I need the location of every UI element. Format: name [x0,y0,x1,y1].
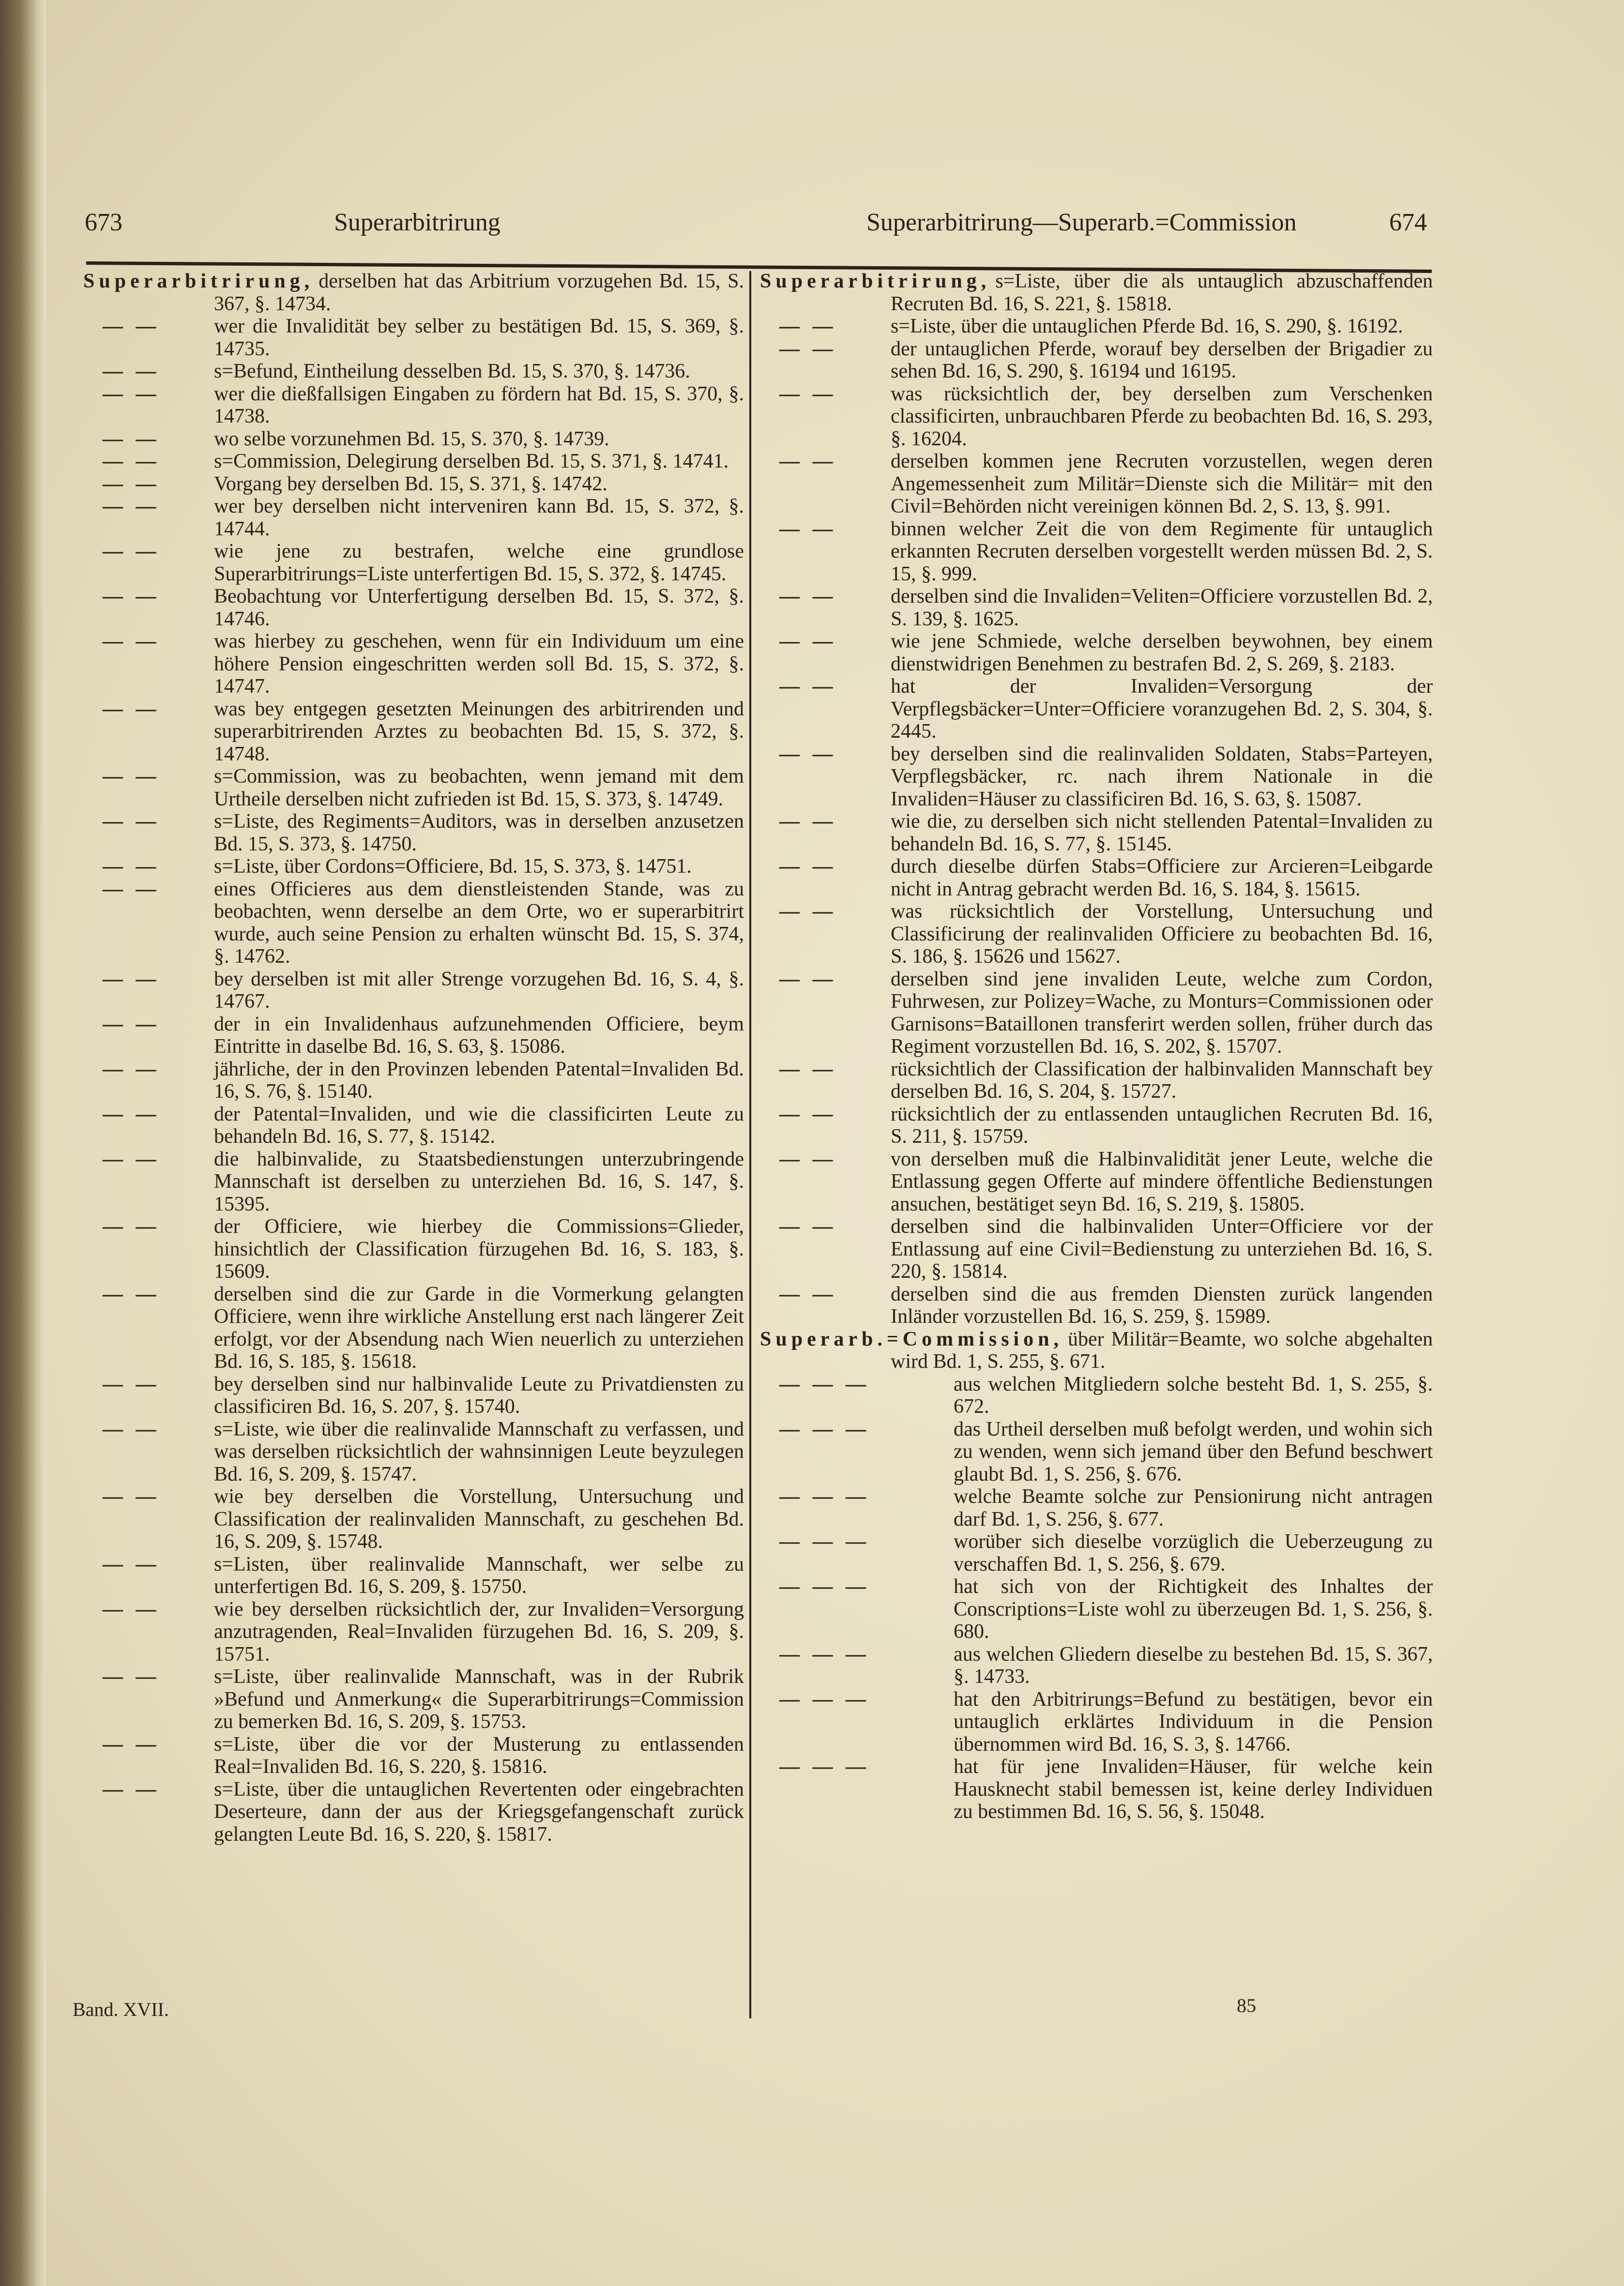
entry-text: s=Liste, über Cordons=Officiere, Bd. 15, S. 373, §. 14751. [214,855,692,878]
index-entry [83,630,744,698]
ditto-dashes: — — [779,630,837,652]
entry-text: wer die dießfallsigen Eingaben zu fördern hat Bd. 15, S. 370, §. 14738. [214,382,744,427]
ditto-dashes: — — [779,742,837,765]
index-entry [760,338,1433,383]
ditto-dashes: — — — [779,1575,870,1598]
index-entry [760,743,1433,811]
entry-text: s=Befund, Eintheilung desselben Bd. 15, S. 370, §. 14736. [214,360,690,382]
ditto-dashes: — — — [779,1530,870,1553]
index-entry [760,630,1433,675]
entry-text: wie bey derselben rücksichtlich der, zur Invaliden=Versorgung anzutragenden, Real=Invaliden fürzugehen Bd. 16, S. 209, §. 15751. [214,1598,744,1665]
entry-text: das Urtheil derselben muß befolgt werden, und wohin sich zu wenden, wenn sich jemand über den Befund beschwert glaubt Bd. 1, S. 256, §. 676. [954,1418,1433,1485]
index-entry [83,1215,744,1283]
ditto-dashes: — — [779,585,837,607]
index-entry [83,810,744,855]
running-title-left: Superarbitrirung [334,209,501,236]
index-entry [83,428,744,451]
ditto-dashes: — — [103,968,160,990]
index-entry [83,1148,744,1216]
ditto-dashes: — — — [779,1756,870,1778]
entry-text: s=Liste, wie über die realinvalide Mannschaft zu verfassen, und was derselben rücksichtlich der wahnsinnigen Leute beyzulegen Bd. 16, S. 209, §. 15747. [214,1418,744,1485]
ditto-dashes: — — [103,1148,160,1170]
ditto-dashes: — — [779,1058,837,1080]
ditto-dashes: — — [103,472,160,495]
entry-text: Beobachtung vor Unterfertigung derselben Bd. 15, S. 372, §. 14746. [214,585,744,630]
entry-text: derselben sind jene invaliden Leute, welche zum Cordon, Fuhrwesen, zur Polizey=Wache, zu Monturs=Commissionen oder Garnisons=Bataillonen transferirt werden sollen, früher durch das Regiment vorzustellen Bd. 16, S. 202, §. 15707. [891,968,1433,1058]
index-entry [83,383,744,428]
ditto-dashes: — — [779,675,837,697]
ditto-dashes: — — [103,382,160,405]
index-entry [760,1756,1433,1823]
index-entry [83,1058,744,1103]
index-entry [83,1733,744,1778]
index-entry [760,855,1433,900]
ditto-dashes: — — [103,1598,160,1620]
ditto-dashes: — — [103,585,160,607]
ditto-dashes: — — [103,1373,160,1395]
ditto-dashes: — — — [779,1688,870,1711]
entry-text: bey derselben ist mit aller Strenge vorzugehen Bd. 16, S. 4, §. 14767. [214,968,744,1013]
entry-text: was hierbey zu geschehen, wenn für ein Individuum um eine höhere Pension eingeschritten werden soll Bd. 15, S. 372, §. 14747. [214,630,744,697]
entry-text: rücksichtlich der Classification der halbinvaliden Mannschaft bey derselben Bd. 16, S. 204, §. 15727. [891,1058,1433,1103]
entry-heading: Superarbitrirung, [83,270,314,292]
entry-heading: Superarb.=Commission, [760,1328,1063,1350]
ditto-dashes: — — [103,427,160,450]
entry-text: aus welchen Gliedern dieselbe zu bestehen Bd. 15, S. 367, §. 14733. [954,1643,1433,1688]
entry-text: Vorgang bey derselben Bd. 15, S. 371, §. 14742. [214,472,607,495]
index-entry [83,540,744,585]
entry-text: derselben sind die zur Garde in die Vormerkung gelangten Officiere, wenn ihre wirkliche Anstellung erst nach längerer Zeit erfolgt, vor der Absendung nach Wien neuerlich zu unterziehen Bd. 16, S. 185, §. 15618. [214,1283,744,1373]
index-entry [83,1598,744,1666]
entry-text: was rücksichtlich der, bey derselben zum Verschenken classificirten, unbrauchbaren Pferde zu beobachten Bd. 16, S. 293, §. 16204. [891,382,1433,450]
ditto-dashes: — — [103,450,160,472]
entry-text: hat für jene Invaliden=Häuser, für welche kein Hausknecht stabil bemessen ist, keine derley Individuen zu bestimmen Bd. 16, S. 56, §. 15048. [954,1756,1433,1823]
entry-text: binnen welcher Zeit die von dem Regimente für untauglich erkannten Recruten derselben vorgestellt werden müssen Bd. 2, S. 15, §. 999. [891,517,1433,585]
entry-text: s=Liste, über die vor der Musterung zu entlassenden Real=Invaliden Bd. 16, S. 220, §. 15816. [214,1733,744,1778]
index-entry [760,585,1433,630]
entry-text: bey derselben sind nur halbinvalide Leute zu Privatdiensten zu classificiren Bd. 16, S. 207, §. 15740. [214,1373,744,1418]
ditto-dashes: — — [779,968,837,990]
ditto-dashes: — — [103,1103,160,1125]
entry-text: wie bey derselben die Vorstellung, Untersuchung und Classification der realinvaliden Mannschaft, zu geschehen Bd. 16, S. 209, §. 15748. [214,1485,744,1553]
entry-text: wer bey derselben nicht interveniren kann Bd. 15, S. 372, §. 14744. [214,495,744,540]
index-entry [83,968,744,1013]
ditto-dashes: — — [103,1058,160,1080]
running-title-right: Superarbitrirung—Superarb.=Commission [866,209,1297,236]
index-entry [83,1103,744,1148]
index-entry [760,1575,1433,1643]
entry-text: derselben sind die aus fremden Diensten zurück langenden Inländer vorzustellen Bd. 16, S. 259, §. 15989. [891,1283,1433,1328]
entry-text: der untauglichen Pferde, worauf bey derselben der Brigadier zu sehen Bd. 16, S. 290, §. 16194 und 16195. [891,337,1433,382]
index-entry [760,518,1433,586]
index-entry [760,810,1433,855]
entry-text: worüber sich dieselbe vorzüglich die Ueberzeugung zu verschaffen Bd. 1, S. 256, §. 679. [954,1530,1433,1575]
entry-text: hat der Invaliden=Versorgung der Verpflegsbäcker=Unter=Officiere voranzugehen Bd. 2, S. 304, §. 2445. [891,675,1433,742]
ditto-dashes: — — — [779,1643,870,1665]
entry-text: s=Commission, was zu beobachten, wenn jemand mit dem Urtheile derselben nicht zufrieden ist Bd. 15, S. 373, §. 14749. [214,765,744,810]
entry-text: s=Liste, über realinvalide Mannschaft, was in der Rubrik »Befund und Anmerkung« die Superarbitrirungs=Commission zu bemerken Bd. 16, S. 209, §. 15753. [214,1665,744,1733]
entry-text: wie jene Schmiede, welche derselben beywohnen, bey einem dienstwidrigen Benehmen zu bestrafen Bd. 2, S. 269, §. 2183. [891,630,1433,675]
index-entry [760,968,1433,1058]
ditto-dashes: — — [103,360,160,382]
index-entry [83,473,744,496]
entry-text: derselben sind die Invaliden=Veliten=Officiere vorzustellen Bd. 2, S. 139, §. 1625. [891,585,1433,630]
index-entry [760,1643,1433,1688]
ditto-dashes: — — [103,1013,160,1035]
index-column-left [83,270,744,1846]
ditto-dashes: — — [779,382,837,405]
entry-text: s=Listen, über realinvalide Mannschaft, wer selbe zu unterfertigen Bd. 16, S. 209, §. 15750. [214,1553,744,1598]
index-entry [83,585,744,630]
index-entry [83,1778,744,1846]
entry-text: über Militär=Beamte, wo solche abgehalten wird Bd. 1, S. 255, §. 671. [891,1328,1433,1373]
entry-text: der Patental=Invaliden, und wie die classificirten Leute zu behandeln Bd. 16, S. 77, §. 15142. [214,1103,744,1148]
entry-text: was bey entgegen gesetzten Meinungen des arbitrirenden und superarbitrirenden Arztes zu beobachten Bd. 15, S. 372, §. 14748. [214,697,744,765]
page-number-right: 674 [1389,209,1427,236]
ditto-dashes: — — [103,855,160,878]
ditto-dashes: — — [779,337,837,360]
index-entry [760,450,1433,518]
index-entry [760,900,1433,968]
ditto-dashes: — — [103,810,160,833]
entry-text: der Officiere, wie hierbey die Commissions=Glieder, hinsichtlich der Classification fürzugehen Bd. 16, S. 183, §. 15609. [214,1215,744,1283]
index-entry [83,1553,744,1598]
entry-text: derselben hat das Arbitrium vorzugehen Bd. 15, S. 367, §. 14734. [214,270,744,315]
ditto-dashes: — — [779,517,837,540]
index-entry [83,1373,744,1418]
ditto-dashes: — — [103,315,160,337]
index-entry [83,855,744,878]
entry-text: hat sich von der Richtigkeit des Inhaltes der Conscriptions=Liste wohl zu überzeugen Bd. 1, S. 256, §. 680. [954,1575,1433,1643]
entry-text: aus welchen Mitgliedern solche besteht Bd. 1, S. 255, §. 672. [954,1373,1433,1418]
ditto-dashes: — — [779,1148,837,1170]
book-binding-edge [0,0,46,2286]
index-entry [760,315,1433,338]
entry-text: wer die Invalidität bey selber zu bestätigen Bd. 15, S. 369, §. 14735. [214,315,744,360]
index-entry [83,360,744,383]
index-entry [83,450,744,473]
entry-text: derselben sind die halbinvaliden Unter=Officiere vor der Entlassung auf eine Civil=Bedienstung zu unterziehen Bd. 16, S. 220, §. 15814. [891,1215,1433,1283]
ditto-dashes: — — [103,630,160,652]
entry-text: rücksichtlich der zu entlassenden untauglichen Recruten Bd. 16, S. 211, §. 15759. [891,1103,1433,1148]
index-entry [760,1485,1433,1530]
index-entry [760,1058,1433,1103]
entry-heading: Superarbitrirung, [760,270,991,292]
ditto-dashes: — — [779,855,837,878]
entry-text: bey derselben sind die realinvaliden Soldaten, Stabs=Parteyen, Verpflegsbäcker, rc. nach ihrem Nationale in die Invaliden=Häuser zu classificiren Bd. 16, S. 63, §. 15087. [891,742,1433,810]
index-entry [760,383,1433,451]
ditto-dashes: — — [103,697,160,720]
index-entry [83,1013,744,1058]
ditto-dashes: — — — [779,1373,870,1395]
ditto-dashes: — — [103,1733,160,1756]
entry-text: s=Liste, des Regiments=Auditors, was in derselben anzusetzen Bd. 15, S. 373, §. 14750. [214,810,744,855]
page-number-left: 673 [85,209,122,236]
entry-text: welche Beamte solche zur Pensionirung nicht antragen darf Bd. 1, S. 256, §. 677. [954,1485,1433,1530]
index-entry [83,765,744,810]
ditto-dashes: — — [779,900,837,923]
ditto-dashes: — — — [779,1485,870,1508]
entry-text: der in ein Invalidenhaus aufzunehmenden Officiere, beym Eintritte in daselbe Bd. 16, S. 63, §. 15086. [214,1013,744,1058]
ditto-dashes: — — [103,1485,160,1508]
entry-text: was rücksichtlich der Vorstellung, Untersuchung und Classificirung der realinvaliden Officiere zu beobachten Bd. 16, S. 186, §. 15626 und 15627. [891,900,1433,968]
entry-text: durch dieselbe dürfen Stabs=Officiere zur Arcieren=Leibgarde nicht in Antrag gebracht werden Bd. 16, S. 184, §. 15615. [891,855,1433,900]
ditto-dashes: — — [103,1665,160,1688]
index-entry [760,1283,1433,1328]
ditto-dashes: — — [103,878,160,900]
index-entry [83,1665,744,1733]
ditto-dashes: — — [779,1283,837,1305]
ditto-dashes: — — — [779,1418,870,1440]
column-divider [749,271,751,2018]
entry-text: derselben kommen jene Recruten vorzustellen, wegen deren Angemessenheit zum Militär=Dienste sich die Militär= mit den Civil=Behörden nicht vereinigen können Bd. 2, S. 13, §. 991. [891,450,1433,517]
ditto-dashes: — — [779,1103,837,1125]
index-entry [760,1418,1433,1486]
index-entry [83,270,744,315]
ditto-dashes: — — [779,315,837,337]
index-entry [760,1148,1433,1216]
entry-text: s=Commission, Delegirung derselben Bd. 15, S. 371, §. 14741. [214,450,729,472]
index-entry [760,1328,1433,1373]
index-entry [760,1530,1433,1575]
entry-text: jährliche, der in den Provinzen lebenden Patental=Invaliden Bd. 16, S. 76, §. 15140. [214,1058,744,1103]
index-entry [760,1373,1433,1418]
index-entry [83,495,744,540]
ditto-dashes: — — [103,495,160,517]
entry-text: s=Liste, über die untauglichen Pferde Bd. 16, S. 290, §. 16192. [891,315,1403,337]
index-entry [83,878,744,968]
index-entry [760,1215,1433,1283]
ditto-dashes: — — [103,1553,160,1575]
ditto-dashes: — — [103,540,160,562]
ditto-dashes: — — [103,1215,160,1238]
sheet-signature: 85 [1237,1995,1256,2016]
entry-text: wie die, zu derselben sich nicht stellenden Patental=Invaliden zu behandeln Bd. 16, S. 77, §. 15145. [891,810,1433,855]
index-entry [760,1688,1433,1756]
ditto-dashes: — — [779,1215,837,1238]
ditto-dashes: — — [779,450,837,472]
entry-text: s=Liste, über die als untauglich abzuschaffenden Recruten Bd. 16, S. 221, §. 15818. [891,270,1433,315]
index-entry [760,675,1433,743]
index-entry [760,270,1433,315]
index-entry [83,1283,744,1373]
ditto-dashes: — — [103,1778,160,1801]
entry-text: wo selbe vorzunehmen Bd. 15, S. 370, §. 14739. [214,427,609,450]
index-entry [83,698,744,766]
entry-text: eines Officieres aus dem dienstleistenden Stande, was zu beobachten, wenn derselbe an dem Orte, wo er superarbitrirt wurde, auch seine Pension zu erhalten wünscht Bd. 15, S. 374, §. 14762. [214,878,744,968]
index-entry [83,1418,744,1486]
ditto-dashes: — — [103,1283,160,1305]
index-entry [760,1103,1433,1148]
entry-text: hat den Arbitrirungs=Befund zu bestätigen, bevor ein untauglich erklärtes Individuum in die Pension übernommen wird Bd. 16, S. 3, §. 14766. [954,1688,1433,1756]
index-entry [83,1485,744,1553]
ditto-dashes: — — [103,765,160,787]
ditto-dashes: — — [103,1418,160,1440]
index-column-right [760,270,1433,1823]
entry-text: von derselben muß die Halbinvalidität jener Leute, welche die Entlassung gegen Offerte auf mindere öffentliche Bedienstungen ansuchen, bestätiget seyn Bd. 16, S. 219, §. 15805. [891,1148,1433,1215]
index-entry [83,315,744,360]
entry-text: wie jene zu bestrafen, welche eine grundlose Superarbitrirungs=Liste unterfertigen Bd. 15, S. 372, §. 14745. [214,540,744,585]
ditto-dashes: — — [779,810,837,833]
entry-text: s=Liste, über die untauglichen Revertenten oder eingebrachten Deserteure, dann der aus der Kriegsgefangenschaft zurück gelangten Leute Bd. 16, S. 220, §. 15817. [214,1778,744,1846]
entry-text: die halbinvalide, zu Staatsbedienstungen unterzubringende Mannschaft ist derselben zu unterziehen Bd. 16, S. 147, §. 15395. [214,1148,744,1215]
volume-signature: Band. XVII. [73,1998,169,2020]
